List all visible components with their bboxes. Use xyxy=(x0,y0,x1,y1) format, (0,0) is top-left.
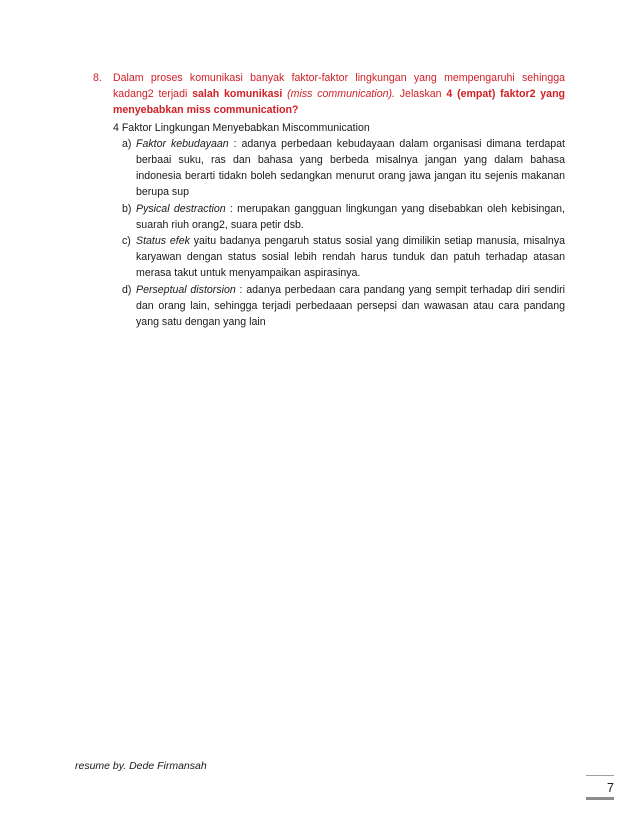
item-term: Status efek xyxy=(136,235,190,248)
item-label: c) xyxy=(122,235,131,248)
item-text: yaitu badanya pengaruh status sosial yang dimilikin setiap manusia, misalnya karyawan dengan status sosial lebih rendah harus tunduk dan patuh terhadap atasan merasa takut untuk menyampaikan aspirasinya. xyxy=(136,235,566,280)
question-bold2: 4 (empat) faktor2 yang menyebabkan miss communication? xyxy=(113,88,566,117)
list-item xyxy=(113,136,565,201)
question-part1: Dalam proses komunikasi banyak faktor-faktor lingkungan yang mempengaruhi sehingga kadang2 terjadi xyxy=(113,72,565,101)
item-label: b) xyxy=(122,202,132,215)
item-text: : adanya perbedaan kebudayaan dalam organisasi dimana terdapat berbaai suku, ras dan bahasa yang berbeda misalnya jangan yang dalam bahasa indonesia berarti tidakn boleh sedangkan menurut orang jawa jangan itu sejenis makanan berupa sup xyxy=(136,137,565,199)
question-italic1: (miss communication). xyxy=(282,88,395,101)
question-part2: Jelaskan xyxy=(394,88,447,101)
footer-credit: resume by. Dede Firmansah xyxy=(75,760,207,772)
item-term: Faktor kebudayaan xyxy=(136,137,229,150)
item-label: d) xyxy=(122,283,132,296)
question-text xyxy=(113,70,565,119)
answer-list xyxy=(113,136,565,330)
answer-title: 4 Faktor Lingkungan Menyebabkan Miscommunication xyxy=(113,121,370,134)
item-text: : merupakan gangguan lingkungan yang disebabkan oleh kebisingan, suarah riuh orang2, suara petir dsb. xyxy=(136,202,565,231)
question-bold1: salah komunikasi xyxy=(192,88,283,101)
question-number: 8. xyxy=(93,72,102,84)
item-text: : adanya perbedaan cara pandang yang sempit terhadap diri sendiri dan orang lain, sehingga terjadi perbedaaan persepsi dan wawasan atau cara pandang yang satu dengan yang lain xyxy=(136,283,565,329)
list-item xyxy=(113,282,565,331)
item-term: Perseptual distorsion xyxy=(136,283,236,296)
question-block xyxy=(93,70,565,330)
list-item xyxy=(113,201,565,233)
item-term: Pysical destraction xyxy=(136,202,226,215)
list-item xyxy=(113,233,565,282)
page-number-underline xyxy=(586,797,614,800)
item-label: a) xyxy=(122,137,132,150)
page-number: 7 xyxy=(586,775,614,795)
